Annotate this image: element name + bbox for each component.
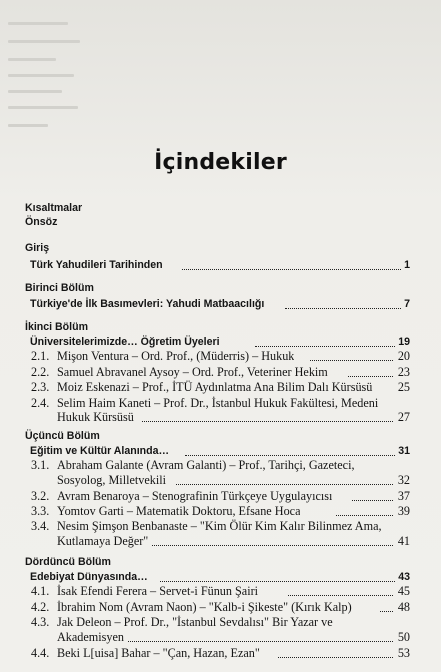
toc-entry-continued[interactable] [0, 534, 441, 549]
toc-entry-continued[interactable] [0, 630, 441, 645]
toc-entry[interactable] [0, 297, 441, 312]
page-number: 19 [398, 336, 410, 348]
toc-entry[interactable] [0, 504, 441, 519]
entry-number: 2.2. [31, 365, 50, 379]
entry-title-continued: Hukuk Kürsüsü [57, 410, 134, 424]
entry-title: Türkiye'de İlk Basımevleri: Yahudi Matbaacılığı [30, 298, 265, 310]
entry-title: Eğitim ve Kültür Alanında… [30, 445, 170, 457]
leader-dots [348, 365, 393, 377]
page-number: 23 [397, 365, 410, 379]
page-title: İçindekiler [154, 150, 287, 175]
part-heading: Üçüncü Bölüm [25, 430, 100, 442]
entry-title: Nesim Şimşon Benbanaste – "Kim Ölür Kim Kalır Bilinmez Ama, [57, 519, 382, 533]
entry-title: Beki L[uisa] Bahar – "Çan, Hazan, Ezan" [57, 646, 260, 660]
page-number: 50 [397, 630, 410, 644]
page-number: 53 [397, 646, 410, 660]
page-number: 45 [397, 584, 410, 598]
entry-number: 4.4. [31, 646, 50, 660]
page-number: 43 [398, 571, 410, 583]
part-heading: İkinci Bölüm [25, 321, 88, 333]
page-number: 31 [398, 445, 410, 457]
entry-title: Mişon Ventura – Ord. Prof., (Müderris) – Hukuk [57, 349, 295, 363]
toc-entry[interactable] [0, 258, 441, 273]
entry-title-continued: Akademisyen [57, 630, 125, 644]
page-number: 32 [397, 473, 410, 487]
entry-number: 4.1. [31, 584, 50, 598]
toc-entry[interactable] [0, 646, 441, 661]
page-number: 39 [397, 504, 410, 518]
part-heading: Dördüncü Bölüm [25, 556, 111, 568]
entry-title: Jak Deleon – Prof. Dr., "İstanbul Sevdalısı" Bir Yazar ve [57, 615, 333, 629]
entry-title: Edebiyat Dünyasında… [30, 571, 148, 583]
page-number: 7 [404, 298, 410, 310]
leader-dots [310, 349, 393, 361]
toc-entry-continued[interactable] [0, 473, 441, 488]
page-number: 48 [397, 600, 410, 614]
front-item-abbreviations: Kısaltmalar [25, 202, 83, 214]
leader-dots [128, 630, 393, 642]
leader-dots [380, 600, 393, 612]
entry-title: Avram Benaroya – Stenografinin Türkçeye Uygulayıcısı [57, 489, 333, 503]
leader-dots [142, 410, 393, 422]
page-number: 1 [404, 259, 410, 271]
entry-title: Abraham Galante (Avram Galanti) – Prof., Tarihçi, Gazeteci, [57, 458, 355, 472]
page-number: 41 [397, 534, 410, 548]
leader-dots [185, 444, 395, 456]
toc-entry[interactable] [0, 570, 441, 585]
bleed-through-mark [8, 90, 62, 93]
entry-number: 2.3. [31, 380, 50, 394]
leader-dots [152, 534, 393, 546]
toc-entry-continued[interactable] [0, 410, 441, 425]
page-number: 20 [397, 349, 410, 363]
entry-number: 4.3. [31, 615, 50, 629]
page-number: 37 [397, 489, 410, 503]
entry-number: 3.2. [31, 489, 50, 503]
bleed-through-mark [8, 74, 74, 77]
leader-dots [160, 570, 395, 582]
bleed-through-mark [8, 40, 80, 43]
bleed-through-mark [8, 58, 56, 61]
bleed-through-mark [8, 106, 78, 109]
leader-dots [288, 584, 393, 596]
entry-number: 2.1. [31, 349, 50, 363]
entry-title: Samuel Abravanel Aysoy – Ord. Prof., Veteriner Hekim [57, 365, 328, 379]
page-number: 25 [397, 380, 410, 394]
leader-dots [352, 489, 393, 501]
entry-number: 3.1. [31, 458, 50, 472]
toc-entry[interactable] [0, 365, 441, 380]
toc-entry[interactable] [0, 489, 441, 504]
entry-title: Moiz Eskenazi – Prof., İTÜ Aydınlatma Ana Bilim Dalı Kürsüsü [57, 380, 373, 394]
entry-title: İsak Efendi Ferera – Servet-i Fünun Şairi [57, 584, 259, 598]
entry-title: İbrahim Nom (Avram Naon) – "Kalb-i Şikeste" (Kırık Kalp) [57, 600, 352, 614]
toc-entry[interactable] [0, 458, 441, 473]
entry-title-continued: Kutlamaya Değer" [57, 534, 149, 548]
toc-entry[interactable] [0, 396, 441, 411]
toc-entry[interactable] [0, 584, 441, 599]
bleed-through-mark [8, 22, 68, 25]
toc-entry[interactable] [0, 380, 441, 395]
leader-dots [336, 504, 393, 516]
leader-dots [255, 335, 395, 347]
page-number: 27 [397, 410, 410, 424]
entry-number: 3.3. [31, 504, 50, 518]
entry-title: Türk Yahudileri Tarihinden [30, 259, 163, 271]
leader-dots [285, 297, 401, 309]
entry-number: 2.4. [31, 396, 50, 410]
toc-entry[interactable] [0, 615, 441, 630]
front-item-preface: Önsöz [25, 216, 58, 228]
part-heading: Giriş [25, 242, 50, 254]
entry-title: Yomtov Garti – Matematik Doktoru, Efsane Hoca [57, 504, 301, 518]
part-heading: Birinci Bölüm [25, 282, 94, 294]
entry-title-continued: Sosyolog, Milletvekili [57, 473, 167, 487]
entry-number: 4.2. [31, 600, 50, 614]
leader-dots [182, 258, 401, 270]
entry-number: 3.4. [31, 519, 50, 533]
bleed-through-mark [8, 124, 48, 127]
toc-entry[interactable] [0, 349, 441, 364]
toc-entry[interactable] [0, 519, 441, 534]
toc-entry[interactable] [0, 335, 441, 350]
toc-entry[interactable] [0, 600, 441, 615]
toc-entry[interactable] [0, 444, 441, 459]
entry-title: Üniversitelerimizde… Öğretim Üyeleri [30, 336, 220, 348]
entry-title: Selim Haim Kaneti – Prof. Dr., İstanbul Hukuk Fakültesi, Medeni [57, 396, 379, 410]
leader-dots [278, 646, 393, 658]
leader-dots [176, 473, 393, 485]
